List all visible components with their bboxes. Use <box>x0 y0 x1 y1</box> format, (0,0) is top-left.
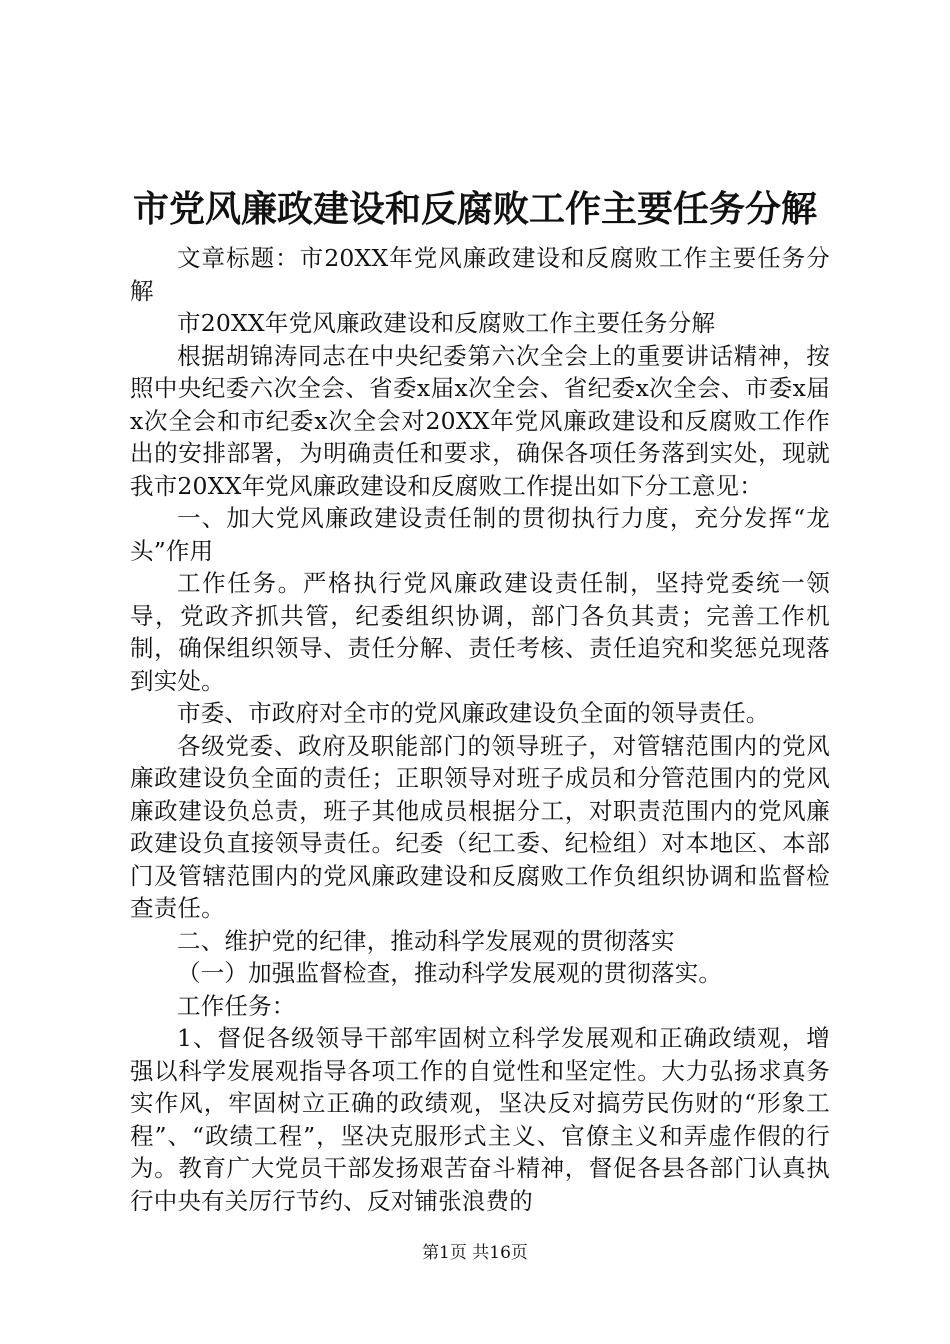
section-heading-1: 一、加大党风廉政建设责任制的贯彻执行力度，充分发挥“龙头”作用 <box>130 504 830 565</box>
paragraph-item-1: 1、督促各级领导干部牢固树立科学发展观和正确政绩观，增强以科学发展观指导各项工作的自觉性和坚定性。大力弘扬求真务实作风，牢固树立正确的政绩观，坚决反对搞劳民伤财的“形象工程”、“政绩工程”，坚决克服形式主义、官僚主义和弄虚作假的行为。教育广大党员干部发扬艰苦奋斗精神，督促各县各部门认真执行中央有关厉行节约、反对铺张浪费的 <box>130 1024 830 1215</box>
section-heading-2: 二、维护党的纪律，推动科学发展观的贯彻落实 <box>177 926 675 955</box>
subsection-heading-2-1: （一）加强监督检查，推动科学发展观的贯彻落实。 <box>177 959 723 987</box>
paragraph-responsibility-city: 市委、市政府对全市的党风廉政建设负全面的领导责任。 <box>177 699 770 727</box>
paragraph-subtitle: 市20XX年党风廉政建设和反腐败工作主要任务分解 <box>177 309 716 337</box>
document-title: 市党风廉政建设和反腐败工作主要任务分解 <box>132 188 817 230</box>
paragraph-task-label: 工作任务： <box>177 991 296 1020</box>
paragraph-article-title: 文章标题：市20XX年党风廉政建设和反腐败工作主要任务分解 <box>130 244 830 305</box>
paragraph-responsibility-levels: 各级党委、政府及职能部门的领导班子，对管辖范围内的党风廉政建设负全面的责任；正职领导对班子成员和分管范围内的党风廉政建设负总责，班子其他成员根据分工，对职责范围内的党风廉政建设负直接领导责任。纪委（纪工委、纪检组）对本地区、本部门及管辖范围内的党风廉政建设和反腐败工作负组织协调和监督检查责任。 <box>130 731 830 922</box>
paragraph-intro: 根据胡锦涛同志在中央纪委第六次全会上的重要讲话精神，按照中央纪委六次全会、省委x届x次全会、省纪委x次全会、市委x届x次全会和市纪委x次全会对20XX年党风廉政建设和反腐败工作作出的安排部署，为明确责任和要求，确保各项任务落到实处，现就我市20XX年党风廉政建设和反腐败工作提出如下分工意见： <box>130 341 830 500</box>
page-number: 第1页 共16页 <box>422 1243 528 1263</box>
document-body <box>130 242 830 1217</box>
paragraph-task-1: 工作任务。严格执行党风廉政建设责任制，坚持党委统一领导，党政齐抓共管，纪委组织协调，部门各负其责；完善工作机制，确保组织领导、责任分解、责任考核、责任追究和奖惩兑现落到实处。 <box>130 569 830 695</box>
